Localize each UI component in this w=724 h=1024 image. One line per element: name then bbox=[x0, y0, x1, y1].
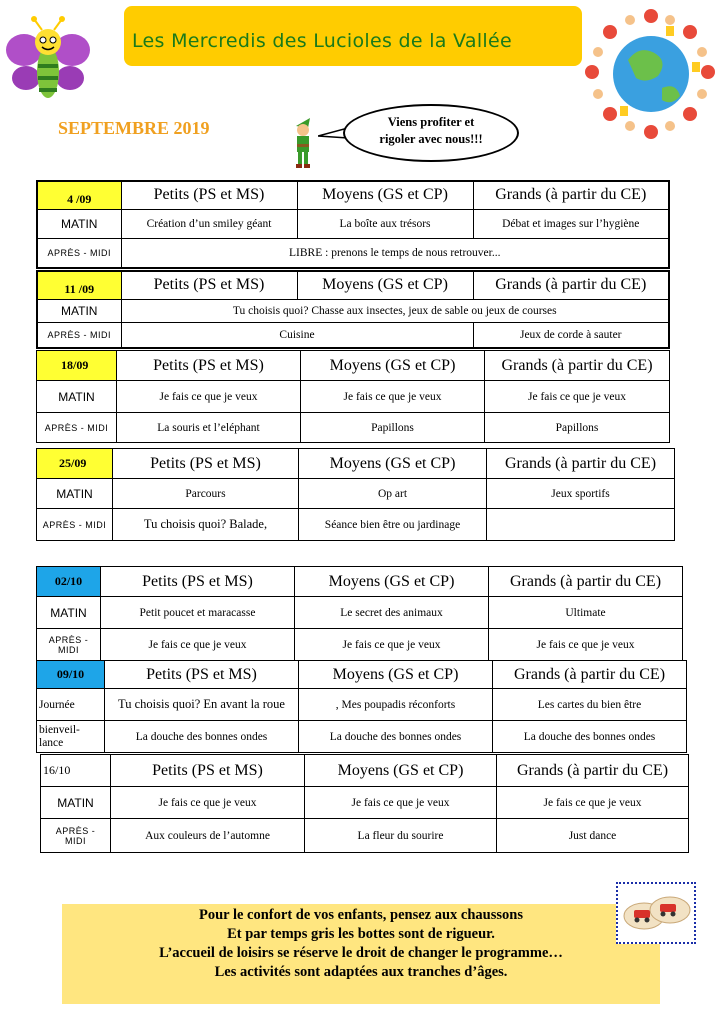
activity-cell: Je fais ce que je veux bbox=[497, 787, 689, 819]
activity-cell: Parcours bbox=[113, 479, 299, 509]
schedule-week-16-10 bbox=[40, 754, 689, 853]
row-label-apres-midi bbox=[37, 629, 101, 661]
footer-line-1: Pour le confort de vos enfants, pensez aux chaussons bbox=[199, 907, 523, 923]
column-grands: Grands (à partir du CE) bbox=[489, 567, 683, 597]
bubble-line-1: Viens profiter et bbox=[387, 115, 475, 129]
footer-notice bbox=[62, 904, 660, 1004]
activity-cell: Tu choisis quoi? En avant la roue bbox=[105, 689, 299, 721]
label-midi: MIDI bbox=[58, 644, 79, 655]
activity-cell: Cuisine bbox=[121, 322, 473, 348]
activity-cell: Op art bbox=[299, 479, 487, 509]
column-petits: Petits (PS et MS) bbox=[111, 755, 305, 787]
column-moyens: Moyens (GS et CP) bbox=[295, 567, 489, 597]
column-moyens: Moyens (GS et CP) bbox=[299, 449, 487, 479]
week-date: 09/10 bbox=[37, 661, 105, 689]
week-date: 16/10 bbox=[41, 755, 111, 787]
column-moyens: Moyens (GS et CP) bbox=[297, 181, 473, 209]
column-petits: Petits (PS et MS) bbox=[113, 449, 299, 479]
week-date: 18/09 bbox=[37, 351, 117, 381]
activity-cell: LIBRE : prenons le temps de nous retrouver... bbox=[121, 238, 669, 268]
row-label-apres-midi: APRÈS - MIDI bbox=[37, 322, 121, 348]
activity-cell: Création d’un smiley géant bbox=[121, 209, 297, 238]
activity-cell: Aux couleurs de l’automne bbox=[111, 819, 305, 853]
activity-cell: Papillons bbox=[485, 413, 670, 443]
activity-cell: Séance bien être ou jardinage bbox=[299, 509, 487, 541]
footer-line-3: L’accueil de loisirs se réserve le droit de changer le programme… bbox=[159, 945, 563, 961]
activity-cell-empty bbox=[487, 509, 675, 541]
activity-cell: Je fais ce que je veux bbox=[301, 381, 485, 413]
column-moyens: Moyens (GS et CP) bbox=[299, 661, 493, 689]
week-date: 11 /09 bbox=[37, 271, 121, 299]
label-apres: APRÈS - bbox=[55, 825, 96, 836]
row-label-matin: MATIN bbox=[37, 299, 121, 322]
column-grands: Grands (à partir du CE) bbox=[473, 181, 669, 209]
activity-cell: Tu choisis quoi? Chasse aux insectes, jeux de sable ou jeux de courses bbox=[121, 299, 669, 322]
activity-cell: Jeux de corde à sauter bbox=[473, 322, 669, 348]
row-label-apres-midi: APRÈS - MIDI bbox=[37, 238, 121, 268]
column-grands: Grands (à partir du CE) bbox=[493, 661, 687, 689]
column-petits: Petits (PS et MS) bbox=[121, 271, 297, 299]
label-lance: lance bbox=[39, 736, 64, 749]
activity-cell: Le secret des animaux bbox=[295, 597, 489, 629]
globe-children-icon bbox=[580, 2, 722, 142]
column-petits: Petits (PS et MS) bbox=[101, 567, 295, 597]
week-date: 02/10 bbox=[37, 567, 101, 597]
schedule-week-18-09 bbox=[36, 350, 670, 443]
row-label-apres-midi bbox=[41, 819, 111, 853]
column-grands: Grands (à partir du CE) bbox=[487, 449, 675, 479]
activity-cell: Je fais ce que je veux bbox=[101, 629, 295, 661]
label-apres: APRÈS - bbox=[48, 634, 89, 645]
activity-cell: Les cartes du bien être bbox=[493, 689, 687, 721]
schedule-week-11-09 bbox=[36, 270, 670, 349]
bubble-line-2: rigoler avec nous!!! bbox=[379, 132, 483, 146]
page-title: Les Mercredis des Lucioles de la Vallée bbox=[132, 30, 512, 52]
footer-line-4: Les activités sont adaptées aux tranches d’âges. bbox=[214, 964, 508, 980]
week-date: 4 /09 bbox=[37, 181, 121, 209]
row-label-apres-midi: APRÈS - MIDI bbox=[37, 509, 113, 541]
label-bienveil: bienveil- bbox=[39, 723, 80, 736]
footer-line-2: Et par temps gris les bottes sont de rigueur. bbox=[227, 926, 495, 942]
activity-cell: Je fais ce que je veux bbox=[489, 629, 683, 661]
activity-cell: La souris et l’eléphant bbox=[117, 413, 301, 443]
row-label-apres-midi: APRÈS - MIDI bbox=[37, 413, 117, 443]
activity-cell: Just dance bbox=[497, 819, 689, 853]
column-grands: Grands (à partir du CE) bbox=[473, 271, 669, 299]
activity-cell: La douche des bonnes ondes bbox=[105, 721, 299, 753]
activity-cell: La douche des bonnes ondes bbox=[299, 721, 493, 753]
activity-cell: Je fais ce que je veux bbox=[111, 787, 305, 819]
butterfly-mascot-icon bbox=[4, 16, 92, 106]
activity-cell: Débat et images sur l’hygiène bbox=[473, 209, 669, 238]
activity-cell: Je fais ce que je veux bbox=[117, 381, 301, 413]
column-petits: Petits (PS et MS) bbox=[117, 351, 301, 381]
schedule-week-04-09 bbox=[36, 180, 670, 269]
slippers-icon bbox=[616, 882, 696, 944]
schedule-week-02-10 bbox=[36, 566, 683, 661]
activity-cell: La boîte aux trésors bbox=[297, 209, 473, 238]
column-grands: Grands (à partir du CE) bbox=[497, 755, 689, 787]
elf-character-icon bbox=[286, 116, 320, 172]
row-label-matin: MATIN bbox=[37, 597, 101, 629]
activity-cell: Tu choisis quoi? Balade, bbox=[113, 509, 299, 541]
column-grands: Grands (à partir du CE) bbox=[485, 351, 670, 381]
activity-cell: Je fais ce que je veux bbox=[485, 381, 670, 413]
row-label-journee: Journée bbox=[37, 689, 105, 721]
week-date: 25/09 bbox=[37, 449, 113, 479]
activity-cell: Papillons bbox=[301, 413, 485, 443]
row-label-matin: MATIN bbox=[37, 381, 117, 413]
title-banner bbox=[124, 6, 582, 66]
activity-cell: Ultimate bbox=[489, 597, 683, 629]
month-title: SEPTEMBRE 2019 bbox=[58, 118, 210, 138]
activity-cell: , Mes poupadis réconforts bbox=[299, 689, 493, 721]
speech-bubble bbox=[343, 104, 519, 162]
activity-cell: Je fais ce que je veux bbox=[305, 787, 497, 819]
activity-cell: La fleur du sourire bbox=[305, 819, 497, 853]
column-petits: Petits (PS et MS) bbox=[121, 181, 297, 209]
activity-cell: La douche des bonnes ondes bbox=[493, 721, 687, 753]
row-label-matin: MATIN bbox=[37, 479, 113, 509]
column-petits: Petits (PS et MS) bbox=[105, 661, 299, 689]
row-label-matin: MATIN bbox=[37, 209, 121, 238]
column-moyens: Moyens (GS et CP) bbox=[305, 755, 497, 787]
schedule-week-09-10 bbox=[36, 660, 687, 753]
activity-cell: Jeux sportifs bbox=[487, 479, 675, 509]
column-moyens: Moyens (GS et CP) bbox=[297, 271, 473, 299]
row-label-bienveillance bbox=[37, 721, 105, 753]
schedule-week-25-09 bbox=[36, 448, 675, 541]
activity-cell: Je fais ce que je veux bbox=[295, 629, 489, 661]
activity-cell: Petit poucet et maracasse bbox=[101, 597, 295, 629]
row-label-matin: MATIN bbox=[41, 787, 111, 819]
label-midi: MIDI bbox=[65, 835, 86, 846]
column-moyens: Moyens (GS et CP) bbox=[301, 351, 485, 381]
